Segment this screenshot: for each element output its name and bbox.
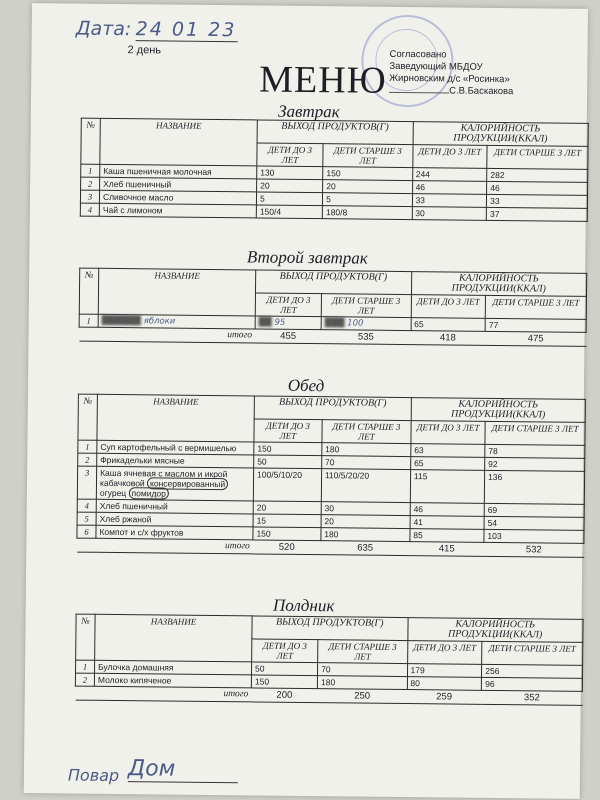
redacted-text: ██ — [258, 317, 272, 328]
output-under3: 150 — [254, 442, 322, 456]
total-cal-over3: 532 — [484, 542, 584, 557]
output-under3: 150/4 — [256, 205, 322, 219]
cal-under3: 85 — [410, 529, 484, 543]
cal-over3: 92 — [485, 457, 585, 471]
col-over3: ДЕТИ СТАРШЕ 3 ЛЕТ — [318, 640, 408, 664]
total-cal-over3: 475 — [485, 331, 586, 346]
total-cal-over3: 352 — [481, 690, 582, 705]
cal-over3: 96 — [482, 677, 583, 691]
total-output-over3: 250 — [317, 689, 406, 704]
output-over3: 180/8 — [322, 206, 411, 220]
cook-label: Повар — [67, 765, 120, 786]
dish-name: Суп картофельный с вермишелью — [97, 440, 254, 455]
cal-over3: 33 — [487, 194, 588, 208]
dish-name: Молоко кипяченое — [94, 673, 251, 688]
output-under3-value: 95 — [274, 317, 286, 328]
col-calories: КАЛОРИЙНОСТЬ ПРОДУКЦИИ(ККАЛ) — [413, 122, 589, 147]
page-title: МЕНЮ — [259, 58, 387, 102]
dish-name: Сливочное масло — [99, 190, 256, 205]
col-under3: ДЕТИ ДО 3 ЛЕТ — [255, 293, 321, 317]
dish-name: Фрикадельки мясные — [97, 453, 254, 468]
cal-over3: 78 — [485, 444, 585, 458]
col-under3: ДЕТИ ДО 3 ЛЕТ — [257, 143, 323, 167]
output-over3: 20 — [321, 515, 410, 529]
second-breakfast-table — [78, 268, 587, 347]
cal-under3: 115 — [410, 470, 484, 504]
col-under3: ДЕТИ ДО 3 ЛЕТ — [412, 145, 487, 169]
output-over3: 180 — [318, 676, 407, 690]
cal-under3: 46 — [412, 181, 487, 195]
output-over3: 5 — [323, 193, 412, 207]
approval-line-3: Жирновским д/с «Росинка» — [389, 72, 510, 86]
dish-name: Хлеб пшеничный — [96, 499, 253, 514]
total-cal-under3: 259 — [407, 690, 482, 705]
dish-name: Каша пшеничная молочная — [100, 164, 257, 179]
col-output: ВЫХОД ПРОДУКТОВ(Г) — [254, 396, 411, 421]
table-row — [77, 466, 584, 504]
output-under3: 50 — [254, 455, 322, 469]
cal-under3: 30 — [412, 207, 487, 221]
total-cal-under3: 418 — [410, 331, 485, 346]
approval-signature — [389, 85, 513, 98]
dish-name-part: Каша ячневая с маслом и икрой кабачковой — [99, 467, 228, 489]
output-under3: 15 — [253, 514, 321, 528]
col-calories: КАЛОРИЙНОСТЬ ПРОДУКЦИИ(ККАЛ) — [411, 398, 585, 423]
output-over3: 180 — [322, 443, 411, 457]
cal-over3: 37 — [486, 207, 587, 221]
col-num: № — [78, 394, 97, 440]
total-label: итого — [75, 686, 251, 702]
section-title-breakfast: Завтрак — [278, 101, 340, 122]
col-output: ВЫХОД ПРОДУКТОВ(Г) — [257, 120, 413, 145]
snack-table — [75, 614, 584, 706]
col-under3: ДЕТИ ДО 3 ЛЕТ — [254, 419, 322, 443]
cal-under3: 41 — [410, 516, 484, 530]
cal-over3: 77 — [485, 318, 586, 332]
cal-under3: 179 — [407, 664, 482, 678]
col-over3: ДЕТИ СТАРШЕ 3 ЛЕТ — [323, 144, 413, 168]
output-under3: 150 — [251, 675, 317, 689]
dish-name — [96, 466, 253, 501]
dish-name: Хлеб пшеничный — [100, 177, 257, 192]
output-over3: 150 — [323, 167, 412, 181]
cal-over3: 46 — [487, 181, 588, 195]
cal-over3: 103 — [484, 529, 584, 543]
col-name: НАЗВАНИЕ — [97, 394, 254, 442]
total-cal-under3: 415 — [410, 542, 484, 557]
cal-under3: 63 — [411, 444, 485, 458]
output-over3: 180 — [321, 528, 410, 542]
cal-over3: 282 — [487, 168, 588, 182]
output-over3 — [321, 317, 410, 331]
breakfast-table — [80, 118, 589, 222]
row-num: 3 — [80, 190, 99, 203]
total-label: итого — [77, 538, 253, 554]
col-under3: ДЕТИ ДО 3 ЛЕТ — [252, 639, 318, 663]
dish-name: Компот и с/х фруктов — [96, 525, 253, 540]
output-under3: 100/5/10/20 — [253, 468, 321, 502]
output-over3-value: 100 — [347, 318, 364, 329]
output-over3: 70 — [321, 456, 410, 470]
col-name: НАЗВАНИЕ — [98, 268, 255, 316]
dish-name: Хлеб ржаной — [96, 512, 253, 527]
row-num: 1 — [76, 660, 95, 673]
output-under3: 5 — [256, 192, 322, 206]
cal-under3: 80 — [407, 677, 482, 691]
cal-over3: 136 — [484, 470, 584, 504]
col-output: ВЫХОД ПРОДУКТОВ(Г) — [252, 616, 408, 641]
col-over3: ДЕТИ СТАРШЕ 3 ЛЕТ — [321, 294, 411, 318]
cal-over3: 256 — [482, 664, 583, 678]
output-over3: 30 — [321, 502, 410, 516]
cal-under3: 65 — [411, 457, 485, 471]
dish-name-text: яблоки — [143, 316, 176, 327]
cal-under3: 33 — [412, 194, 487, 208]
date-value: 24 01 23 — [135, 18, 237, 42]
col-under3: ДЕТИ ДО 3 ЛЕТ — [411, 295, 486, 319]
col-over3: ДЕТИ СТАРШЕ 3 ЛЕТ — [485, 295, 586, 319]
section-title-lunch: Обед — [287, 375, 325, 396]
output-under3: 20 — [257, 179, 323, 193]
col-over3: ДЕТИ СТАРШЕ 3 ЛЕТ — [482, 641, 583, 665]
row-num: 6 — [77, 525, 96, 538]
row-num: 4 — [80, 203, 99, 216]
cal-over3: 69 — [484, 503, 584, 517]
date-label: Дата: — [75, 17, 132, 41]
total-output-over3: 635 — [321, 541, 410, 556]
col-under3: ДЕТИ ДО 3 ЛЕТ — [411, 421, 485, 445]
total-label: итого — [79, 327, 255, 343]
dish-name: Чай с лимоном — [99, 203, 256, 218]
output-under3: 50 — [251, 662, 317, 676]
col-name: НАЗВАНИЕ — [95, 614, 252, 662]
col-under3: ДЕТИ ДО 3 ЛЕТ — [407, 641, 482, 665]
total-output-under3: 520 — [253, 540, 321, 555]
col-num: № — [81, 118, 100, 164]
cal-under3: 46 — [410, 503, 484, 517]
row-num: 2 — [81, 177, 100, 190]
row-num: 4 — [77, 499, 96, 512]
circled-word: помидор — [129, 487, 169, 499]
output-under3: 130 — [257, 166, 323, 180]
cal-under3: 65 — [411, 318, 486, 332]
row-num: 5 — [77, 512, 96, 525]
approval-block — [389, 49, 514, 98]
col-over3: ДЕТИ СТАРШЕ 3 ЛЕТ — [322, 420, 411, 444]
section-title-snack: Полдник — [272, 595, 335, 616]
col-num: № — [76, 614, 95, 660]
output-over3: 110/5/20/20 — [321, 469, 410, 503]
total-output-over3: 535 — [321, 330, 410, 345]
redacted-text: ██████ — [101, 315, 141, 327]
total-output-under3: 200 — [251, 688, 317, 703]
menu-sheet — [24, 3, 588, 799]
cal-under3: 244 — [412, 168, 487, 182]
cal-over3: 54 — [484, 516, 584, 530]
col-over3: ДЕТИ СТАРШЕ 3 ЛЕТ — [485, 421, 585, 445]
approval-line-1: Согласовано — [389, 48, 447, 61]
total-output-under3: 455 — [255, 329, 321, 344]
section-title-second-breakfast: Второй завтрак — [246, 247, 368, 268]
day-label: 2 день — [127, 44, 162, 57]
col-num: № — [79, 268, 98, 314]
approver-name: С.В.Баскакова — [449, 85, 514, 98]
dish-name-part: огурец — [99, 487, 127, 499]
output-over3: 20 — [323, 180, 412, 194]
circled-word: консервированный — [147, 477, 228, 490]
col-calories: КАЛОРИЙНОСТЬ ПРОДУКЦИИ(ККАЛ) — [407, 618, 583, 643]
row-num: 1 — [79, 314, 98, 327]
output-under3 — [255, 316, 321, 330]
col-calories: КАЛОРИЙНОСТЬ ПРОДУКЦИИ(ККАЛ) — [411, 272, 587, 297]
row-num: 2 — [78, 453, 97, 466]
signature-line — [389, 92, 449, 94]
row-num: 2 — [75, 673, 94, 686]
row-num: 1 — [81, 164, 100, 177]
output-over3: 70 — [318, 663, 407, 677]
cook-signature: Дом — [128, 756, 238, 783]
approval-line-2: Заведующий МБДОУ — [389, 60, 483, 73]
col-over3: ДЕТИ СТАРШЕ 3 ЛЕТ — [487, 145, 588, 169]
dish-name: Булочка домашняя — [95, 660, 252, 675]
row-num: 3 — [77, 466, 96, 499]
lunch-table — [76, 394, 586, 558]
col-name: НАЗВАНИЕ — [100, 118, 257, 166]
output-under3: 20 — [253, 501, 321, 515]
output-under3: 150 — [253, 527, 321, 541]
row-num: 1 — [78, 440, 97, 453]
col-output: ВЫХОД ПРОДУКТОВ(Г) — [255, 270, 411, 295]
redacted-text: ███ — [324, 318, 345, 329]
